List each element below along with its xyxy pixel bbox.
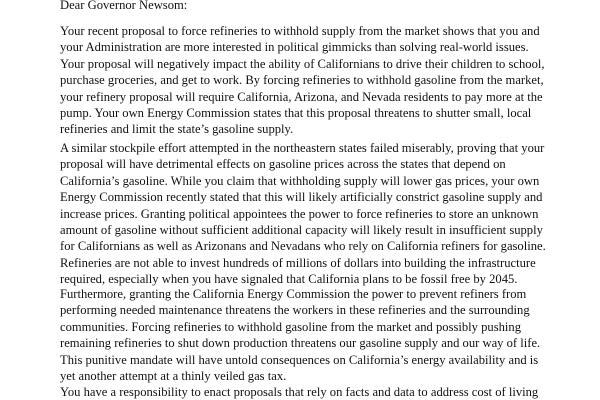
paragraph-line: your Administration are more interested in political gimmicks than solving real-world issues. — [60, 40, 529, 55]
paragraph-line: California’s gasoline. While you claim that withholding supply will lower gas prices, your own — [60, 173, 540, 188]
paragraph-4 — [60, 384, 600, 400]
paragraph-line: yet another attempt at a thinly veiled gas tax. — [60, 368, 287, 383]
paragraph-line: You have a responsibility to enact proposals that rely on facts and data to address cost of living — [60, 385, 539, 399]
paragraph-line: pump. Your own Energy Commission states that this proposal threatens to shutter small, local — [60, 105, 532, 120]
paragraph-line: Refineries are not able to invest hundreds of millions of dollars into building the infrastructure — [60, 255, 536, 270]
paragraph-line: required, especially when you have signaled that California plans to be fossil free by 2045. — [60, 272, 518, 287]
paragraph-line: your refinery proposal will require California, Arizona, and Nevada residents to pay more at the — [60, 89, 543, 104]
paragraph-line: performing needed maintenance threatens the workers in these refineries and the surrounding — [60, 303, 530, 318]
paragraph-line: This punitive mandate will have untold consequences on California’s energy availability and is — [60, 352, 539, 367]
paragraph-line: Your recent proposal to force refineries to withhold supply from the market shows that you and — [60, 24, 540, 38]
salutation — [60, 0, 600, 13]
paragraph-line: communities. Forcing refineries to withhold gasoline from the market and possibly pushing — [60, 319, 521, 334]
paragraph-line: A similar stockpile effort attempted in the northeastern states failed miserably, proving that your — [60, 141, 545, 155]
paragraph-line: refineries and limit the state’s gasoline supply. — [60, 122, 294, 137]
paragraph-line: Energy Commission recently stated that this will likely artificially constrict gasoline supply and — [60, 190, 543, 205]
paragraph-line: purchase groceries, and get to work. By forcing refineries to withhold gasoline from the market, — [60, 73, 544, 88]
paragraph-line: for Californians as well as Arizonans and Nevadans who rely on California refiners for gasoline. — [60, 239, 546, 254]
paragraph-line: proposal will have detrimental effects on gasoline prices across the states that depend on — [60, 157, 506, 172]
paragraph-line: Your proposal will negatively impact the ability of Californians to drive their children to school, — [60, 56, 545, 71]
paragraph-line: increase prices. Granting political appointees the power to force refineries to store an unknown — [60, 206, 539, 221]
paragraph-1 — [60, 23, 600, 138]
paragraph-line: amount of gasoline without sufficient additional capacity will likely result in insufficient supply — [60, 222, 543, 237]
paragraph-line: remaining refineries to shut down production threatens our gasoline supply and our way of life. — [60, 336, 541, 351]
paragraph-line: Furthermore, granting the California Energy Commission the power to prevent refiners from — [60, 287, 527, 301]
paragraph-3 — [60, 286, 600, 384]
paragraph-2 — [60, 140, 600, 288]
salutation-line: Dear Governor Newsom: — [60, 0, 188, 12]
